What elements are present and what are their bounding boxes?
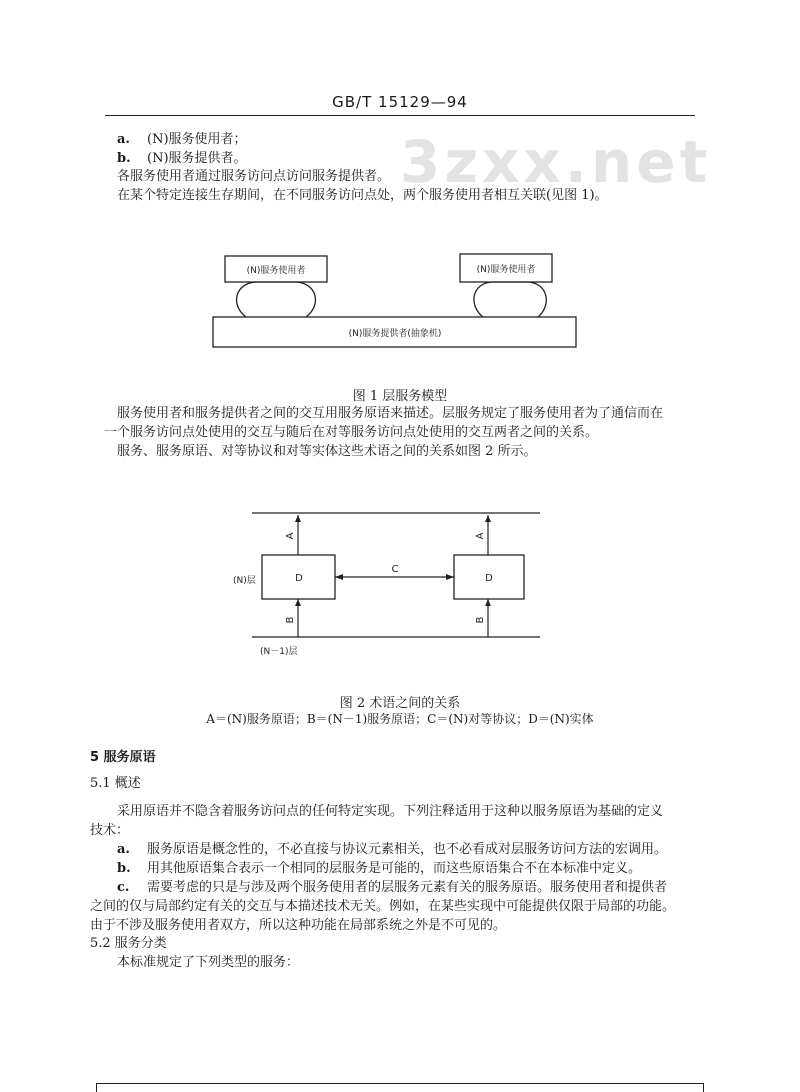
label-d-right: D (485, 573, 493, 584)
list-item (117, 150, 247, 168)
note-text: 服务原语是概念性的，不必直接与协议元素相关，也不必看成对层服务访问方法的宏调用。 (147, 842, 668, 857)
subsection-heading: 5.1 概述 (90, 776, 141, 791)
list-item (117, 131, 247, 149)
list-text: (N)服务提供者。 (147, 151, 247, 166)
label-a-left: A (285, 532, 296, 540)
paragraph: 由于不涉及服务使用者双方，所以这种功能在局部系统之外是不可见的。 (90, 918, 507, 933)
label-layer-n: (N)层 (233, 576, 256, 586)
paragraph: 采用原语并不隐含着服务访问点的任何特定实现。下列注释适用于这种以服务原语为基础的定义 (117, 804, 664, 819)
list-mark: b. (117, 151, 131, 166)
label-c: C (391, 564, 399, 575)
paragraph: 本标准规定了下列类型的服务： (117, 955, 300, 970)
arrow-head (335, 574, 343, 580)
paragraph: 在某个特定连接生存期间，在不同服务访问点处，两个服务使用者相互关联(见图 1)。 (117, 188, 608, 203)
list-mark: a. (117, 132, 130, 147)
paragraph: 各服务使用者通过服务访问点访问服务提供者。 (117, 169, 391, 184)
note-item (117, 879, 667, 897)
paragraph: 之间的仅与局部约定有关的交互与本描述技术无关。例如，在某些实现中可能提供仅限于局部的功能。 (90, 899, 676, 914)
label-d-left: D (295, 573, 303, 584)
header-rule (105, 115, 695, 116)
note-text: 用其他原语集合表示一个相同的层服务是可能的，而这些原语集合不在本标准中定义。 (147, 861, 642, 876)
figure-1-caption: 图 1 层服务模型 (352, 389, 448, 404)
note-mark: b. (117, 861, 131, 876)
page-header: GB/T 15129—94 (332, 93, 468, 111)
arrow-head (485, 599, 491, 606)
figure-2-diagram (230, 505, 560, 665)
provider-label: (N)服务提供者(抽象机) (348, 329, 442, 339)
paragraph: 技术： (90, 823, 130, 838)
figure-2-caption: 图 2 术语之间的关系 (339, 696, 461, 711)
right-access-point (474, 282, 546, 317)
paragraph: 一个服务访问点处使用的交互与随后在对等服务访问点处使用的交互两者之间的关系。 (104, 425, 599, 440)
arrow-head (485, 515, 491, 522)
left-access-point (237, 282, 316, 317)
paragraph: 服务使用者和服务提供者之间的交互用服务原语来描述。层服务规定了服务使用者为了通信而在 (117, 406, 664, 421)
arrow-head (295, 515, 301, 522)
arrow-head (446, 574, 454, 580)
list-text: (N)服务使用者； (147, 132, 247, 147)
label-layer-n-minus-1: (N－1)层 (260, 647, 298, 657)
right-user-label: (N)服务使用者 (476, 265, 536, 275)
note-text: 需要考虑的只是与涉及两个服务使用者的层服务元素有关的服务原语。服务使用者和提供者 (147, 880, 668, 895)
note-mark: c. (117, 880, 130, 895)
paragraph: 服务、服务原语、对等协议和对等实体这些术语之间的关系如图 2 所示。 (117, 444, 537, 459)
label-b-left: B (285, 616, 296, 624)
section-heading: 5 服务原语 (90, 750, 156, 765)
subsection-heading: 5.2 服务分类 (90, 936, 167, 951)
label-a-right: A (475, 532, 486, 540)
figure-1-diagram (200, 245, 590, 355)
arrow-head (295, 599, 301, 606)
note-item (117, 860, 641, 878)
watermark: 3zxx.net (400, 128, 712, 196)
left-user-label: (N)服务使用者 (246, 266, 306, 276)
note-mark: a. (117, 842, 130, 857)
label-b-right: B (475, 616, 486, 624)
figure-2-legend: A＝(N)服务原语；B＝(N－1)服务原语；C＝(N)对等协议；D＝(N)实体 (206, 712, 594, 726)
note-item (117, 841, 667, 859)
